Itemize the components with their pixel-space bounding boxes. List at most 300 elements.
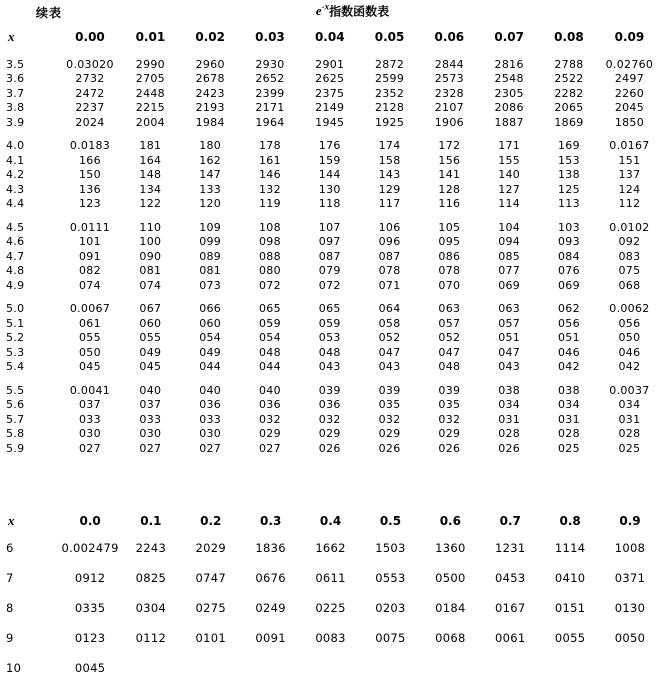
table-cell: 2573 — [434, 72, 464, 86]
table-cell: 066 — [199, 302, 222, 316]
table-cell — [540, 653, 600, 683]
table-cell: 059 — [259, 316, 281, 330]
table-cell: 2024 — [75, 115, 105, 129]
table-cell: 094 — [498, 235, 521, 249]
table-row — [0, 101, 660, 116]
row-label: 4.9 — [6, 278, 25, 292]
table-cell — [181, 653, 241, 683]
table-cell — [241, 653, 301, 683]
table-cell: 162 — [199, 153, 222, 167]
table-cell: 0747 — [195, 570, 226, 585]
table-cell: 2171 — [255, 101, 285, 115]
table-cell: 2065 — [554, 101, 584, 115]
table-cell: 043 — [498, 360, 521, 374]
table-cell: 1850 — [614, 115, 645, 129]
table-cell: 148 — [139, 168, 162, 182]
table-cell: 0.0037 — [609, 383, 650, 397]
table-cell: 1231 — [494, 540, 526, 555]
table-cell: 144 — [318, 168, 341, 182]
table-cell: 027 — [199, 441, 222, 455]
table-row — [0, 345, 660, 360]
table-row — [0, 427, 660, 442]
table-cell: 2599 — [374, 72, 405, 86]
header-cell: 0.04 — [314, 30, 345, 44]
table-cell: 153 — [557, 153, 580, 167]
table-cell: 133 — [199, 182, 222, 196]
table-cell: 0.002479 — [61, 540, 119, 555]
table-cell: 174 — [378, 139, 401, 153]
table-cell: 081 — [139, 264, 162, 278]
table-cell: 026 — [498, 441, 521, 455]
table-cell: 124 — [618, 182, 641, 196]
table-cell: 081 — [199, 264, 222, 278]
table-cell: 039 — [378, 383, 401, 397]
page-title — [0, 2, 660, 19]
table-cell: 043 — [378, 360, 401, 374]
table-cell: 2472 — [75, 86, 105, 100]
table-cell: 035 — [438, 398, 461, 412]
table-cell: 040 — [139, 383, 162, 397]
table-row — [0, 86, 660, 101]
table-cell: 164 — [139, 153, 162, 167]
row-label: 10 — [6, 660, 22, 675]
table-cell: 0553 — [375, 570, 406, 585]
table-cell: 0.0183 — [69, 139, 111, 153]
table-cell: 028 — [498, 427, 521, 441]
table-cell: 117 — [378, 197, 401, 211]
table-cell: 076 — [557, 264, 580, 278]
table-cell: 034 — [618, 398, 641, 412]
header-cell: 0.0 — [79, 513, 101, 528]
table-cell: 026 — [378, 441, 401, 455]
table-cell: 128 — [438, 182, 461, 196]
table-cell: 143 — [378, 168, 401, 182]
table-cell: 050 — [618, 331, 641, 345]
table-cell: 1869 — [554, 115, 584, 129]
table-cell: 052 — [438, 331, 461, 345]
table-cell: 171 — [498, 139, 521, 153]
table-cell: 0.0167 — [609, 139, 650, 153]
header-cell: 0.9 — [619, 513, 641, 528]
table-cell: 089 — [199, 249, 222, 263]
table-cell — [600, 653, 660, 683]
table-row — [0, 235, 660, 250]
table-cell: 047 — [438, 345, 461, 359]
table-cell: 2497 — [614, 72, 645, 86]
table-cell: 100 — [139, 235, 162, 249]
table-cell: 0225 — [315, 600, 346, 615]
title-exponent: -x — [321, 2, 330, 12]
table-cell: 106 — [378, 220, 401, 234]
table-cell: 158 — [378, 153, 401, 167]
table-cell: 0.0111 — [69, 220, 111, 234]
table-cell: 2243 — [135, 540, 167, 555]
table-cell: 0167 — [494, 600, 526, 615]
table-cell: 146 — [259, 168, 281, 182]
table-row — [0, 139, 660, 154]
row-label: 3.7 — [6, 86, 25, 100]
table-cell: 120 — [199, 197, 222, 211]
table-cell: 048 — [318, 345, 341, 359]
row-label: 9 — [6, 630, 14, 645]
table-cell: 159 — [318, 153, 341, 167]
table-cell: 0068 — [435, 630, 466, 645]
table-cell: 118 — [318, 197, 341, 211]
table-cell: 155 — [498, 153, 521, 167]
header-cell: 0.00 — [75, 30, 105, 44]
table-cell: 054 — [259, 331, 281, 345]
table-cell: 0050 — [614, 630, 646, 645]
table-cell: 0045 — [74, 660, 106, 675]
table-cell: 037 — [139, 398, 162, 412]
table-cell: 064 — [378, 302, 401, 316]
table-cell: 069 — [557, 278, 580, 292]
row-label: 4.6 — [6, 235, 25, 249]
table-cell: 140 — [498, 168, 521, 182]
table-cell: 0410 — [554, 570, 586, 585]
table-cell: 2816 — [494, 57, 524, 71]
header-cell-x: x — [8, 512, 15, 528]
table-cell: 055 — [79, 331, 101, 345]
group-spacer — [0, 456, 660, 465]
table-cell: 123 — [79, 197, 101, 211]
row-label: 3.6 — [6, 72, 25, 86]
table-row — [0, 331, 660, 346]
row-label: 4.2 — [6, 168, 25, 182]
table-cell: 0083 — [315, 630, 346, 645]
table-cell: 130 — [318, 182, 341, 196]
table-cell: 037 — [79, 398, 101, 412]
title-expression — [316, 3, 329, 18]
row-label: 4.3 — [6, 182, 25, 196]
table-cell: 113 — [557, 197, 580, 211]
table-cell: 025 — [557, 441, 580, 455]
group-spacer — [0, 293, 660, 302]
table-cell: 035 — [378, 398, 401, 412]
table-cell: 092 — [618, 235, 641, 249]
table-cell: 147 — [199, 168, 222, 182]
table-cell: 0611 — [315, 570, 346, 585]
table-cell: 1836 — [255, 540, 286, 555]
table-cell: 2678 — [195, 72, 225, 86]
table-cell: 030 — [199, 427, 222, 441]
table-cell: 109 — [199, 220, 222, 234]
table-cell: 122 — [139, 197, 162, 211]
table-cell: 085 — [498, 249, 521, 263]
table-cell: 026 — [438, 441, 461, 455]
table-cell: 033 — [79, 412, 101, 426]
table-cell: 2305 — [494, 86, 524, 100]
table-cell: 091 — [79, 249, 101, 263]
header-cell: 0.6 — [439, 513, 461, 528]
table-cell: 044 — [199, 360, 222, 374]
table-cell: 046 — [557, 345, 580, 359]
table-cell: 067 — [139, 302, 162, 316]
table-cell: 055 — [139, 331, 162, 345]
table-row — [0, 72, 660, 87]
table-cell: 0123 — [74, 630, 106, 645]
table-row — [0, 398, 660, 413]
table-cell: 043 — [318, 360, 341, 374]
table-row — [0, 593, 660, 623]
table-row — [0, 197, 660, 212]
table-cell — [121, 653, 181, 683]
group-spacer — [0, 374, 660, 383]
table-cell: 105 — [438, 220, 461, 234]
table-cell: 047 — [498, 345, 521, 359]
table-cell: 070 — [438, 278, 461, 292]
table-cell: 0912 — [74, 570, 106, 585]
table-cell: 112 — [618, 197, 641, 211]
table-cell: 2872 — [374, 57, 405, 71]
row-label: 8 — [6, 600, 14, 615]
table-header-row — [0, 26, 660, 48]
table-cell: 031 — [557, 412, 580, 426]
table-cell: 2260 — [614, 86, 645, 100]
table-cell — [361, 653, 421, 683]
table-cell: 2328 — [434, 86, 464, 100]
table-cell: 180 — [199, 139, 222, 153]
table-cell: 2237 — [75, 101, 105, 115]
table-cell: 2086 — [494, 101, 524, 115]
table-cell: 063 — [438, 302, 461, 316]
table-cell: 2128 — [374, 101, 405, 115]
table-cell: 040 — [199, 383, 222, 397]
table-cell: 137 — [618, 168, 641, 182]
table-cell: 101 — [79, 235, 101, 249]
table-cell: 1925 — [374, 115, 405, 129]
table-cell: 178 — [259, 139, 281, 153]
table-cell: 083 — [618, 249, 641, 263]
table-cell: 088 — [259, 249, 281, 263]
table-row — [0, 302, 660, 317]
table-cell: 0203 — [375, 600, 406, 615]
table-cell: 072 — [259, 278, 281, 292]
group-spacer — [0, 48, 660, 57]
table-cell: 2375 — [315, 86, 345, 100]
table-cell: 048 — [259, 345, 281, 359]
table-cell: 150 — [79, 168, 101, 182]
table-cell: 0.02760 — [605, 57, 654, 71]
row-label: 3.5 — [6, 57, 25, 71]
table-cell: 0.0041 — [69, 383, 111, 397]
table-cell: 080 — [259, 264, 281, 278]
group-spacer — [0, 130, 660, 139]
table-cell — [420, 653, 480, 683]
row-label: 5.2 — [6, 331, 25, 345]
table-cell: 036 — [318, 398, 341, 412]
table-header-row — [0, 509, 660, 533]
table-cell: 103 — [557, 220, 580, 234]
header-cell: 0.7 — [499, 513, 521, 528]
table-cell: 104 — [498, 220, 521, 234]
table-cell: 028 — [618, 427, 641, 441]
table-cell: 049 — [199, 345, 222, 359]
table-cell: 2193 — [195, 101, 225, 115]
table-cell: 054 — [199, 331, 222, 345]
table-cell: 125 — [557, 182, 580, 196]
table-cell: 050 — [79, 345, 101, 359]
table-cell: 161 — [259, 153, 281, 167]
table-cell: 1887 — [494, 115, 524, 129]
table-cell: 027 — [259, 441, 281, 455]
table-cell: 048 — [438, 360, 461, 374]
table-row — [0, 412, 660, 427]
header-cell: 0.09 — [614, 30, 645, 44]
table-cell: 132 — [259, 182, 281, 196]
table-cell: 071 — [378, 278, 401, 292]
table-row — [0, 220, 660, 235]
table-cell: 138 — [557, 168, 580, 182]
table-row — [0, 182, 660, 197]
header-cell: 0.05 — [374, 30, 405, 44]
row-label: 5.4 — [6, 360, 25, 374]
table-cell: 065 — [259, 302, 281, 316]
table-cell: 031 — [498, 412, 521, 426]
table-cell: 031 — [618, 412, 641, 426]
page-header — [0, 0, 660, 26]
row-label: 5.7 — [6, 412, 25, 426]
table-cell: 172 — [438, 139, 461, 153]
header-cell-x: x — [8, 29, 15, 44]
table-cell: 042 — [557, 360, 580, 374]
table-cell: 0.03020 — [66, 57, 114, 71]
row-label: 5.0 — [6, 302, 25, 316]
table-row — [0, 316, 660, 331]
table-cell: 099 — [199, 235, 222, 249]
row-label: 6 — [6, 540, 14, 555]
table-cell: 141 — [438, 168, 461, 182]
header-cell: 0.06 — [434, 30, 465, 44]
table-cell: 098 — [259, 235, 281, 249]
table-cell: 074 — [139, 278, 162, 292]
table-cell: 073 — [199, 278, 222, 292]
table-cell: 0825 — [135, 570, 167, 585]
table-cell: 032 — [378, 412, 401, 426]
table-cell: 079 — [318, 264, 341, 278]
table-cell: 2352 — [374, 86, 405, 100]
row-label: 3.8 — [6, 101, 25, 115]
table-cell: 2844 — [434, 57, 464, 71]
table-row — [0, 653, 660, 683]
table-cell: 1945 — [315, 115, 345, 129]
table-cell: 032 — [318, 412, 341, 426]
table-cell: 028 — [557, 427, 580, 441]
table-cell: 077 — [498, 264, 521, 278]
table-cell: 0500 — [435, 570, 466, 585]
table-cell: 093 — [557, 235, 580, 249]
table-cell: 0453 — [494, 570, 526, 585]
table-cell — [301, 653, 361, 683]
header-cell: 0.01 — [135, 30, 166, 44]
table-cell: 069 — [498, 278, 521, 292]
table-cell: 046 — [618, 345, 641, 359]
table-cell: 151 — [618, 153, 641, 167]
table-cell: 2029 — [195, 540, 226, 555]
table-cell: 025 — [618, 441, 641, 455]
table-cell: 030 — [79, 427, 101, 441]
table-cell: 110 — [139, 220, 162, 234]
table-cell: 1008 — [614, 540, 646, 555]
table-row — [0, 360, 660, 375]
table-cell: 0075 — [375, 630, 406, 645]
table-cell: 2705 — [135, 72, 165, 86]
table-cell: 0304 — [135, 600, 167, 615]
row-label: 4.7 — [6, 249, 25, 263]
table-row — [0, 278, 660, 293]
table-cell: 2652 — [255, 72, 285, 86]
table-cell: 0371 — [614, 570, 646, 585]
table-cell: 082 — [79, 264, 101, 278]
table-cell: 2107 — [434, 101, 464, 115]
table-cell: 068 — [618, 278, 641, 292]
table-cell: 0.0102 — [609, 220, 650, 234]
table-cell: 127 — [498, 182, 521, 196]
table-cell: 1984 — [195, 115, 225, 129]
row-label: 4.8 — [6, 264, 25, 278]
table-row — [0, 168, 660, 183]
table-cell: 181 — [139, 139, 162, 153]
table-cell: 061 — [79, 316, 101, 330]
header-cell: 0.08 — [554, 30, 584, 44]
table-cell: 040 — [259, 383, 281, 397]
table-cell: 0101 — [195, 630, 226, 645]
table-cell: 1964 — [255, 115, 285, 129]
table-cell: 027 — [79, 441, 101, 455]
table-cell: 0.0062 — [609, 302, 650, 316]
table-cell: 056 — [557, 316, 580, 330]
table-cell: 029 — [318, 427, 341, 441]
exponential-table-lower — [0, 509, 660, 683]
row-label: 5.5 — [6, 383, 25, 397]
table-cell: 2990 — [135, 57, 165, 71]
row-label: 7 — [6, 570, 14, 585]
table-cell: 096 — [378, 235, 401, 249]
table-cell: 086 — [438, 249, 461, 263]
table-cell: 072 — [318, 278, 341, 292]
table-cell: 027 — [139, 441, 162, 455]
table-cell: 0055 — [554, 630, 586, 645]
row-label: 5.3 — [6, 345, 25, 359]
table-cell: 033 — [199, 412, 222, 426]
row-label: 3.9 — [6, 115, 25, 129]
table-cell: 063 — [498, 302, 521, 316]
table-cell: 0249 — [255, 600, 286, 615]
table-cell: 074 — [79, 278, 101, 292]
table-cell: 0112 — [135, 630, 167, 645]
table-cell: 119 — [259, 197, 281, 211]
table-cell: 0130 — [614, 600, 646, 615]
table-cell: 1906 — [434, 115, 464, 129]
table-cell: 084 — [557, 249, 580, 263]
table-cell: 116 — [438, 197, 461, 211]
table-cell: 032 — [438, 412, 461, 426]
row-label: 5.6 — [6, 398, 25, 412]
table-cell: 0061 — [494, 630, 526, 645]
table-row — [0, 57, 660, 72]
row-label: 5.9 — [6, 441, 25, 455]
table-cell: 136 — [79, 182, 101, 196]
exponential-table-upper — [0, 26, 660, 465]
table-cell: 078 — [378, 264, 401, 278]
table-row — [0, 563, 660, 593]
title-text: 指数函数表 — [329, 4, 390, 19]
table-cell: 057 — [438, 316, 461, 330]
table-cell: 047 — [378, 345, 401, 359]
table-cell: 0335 — [74, 600, 106, 615]
table-cell: 038 — [557, 383, 580, 397]
table-cell: 062 — [557, 302, 580, 316]
